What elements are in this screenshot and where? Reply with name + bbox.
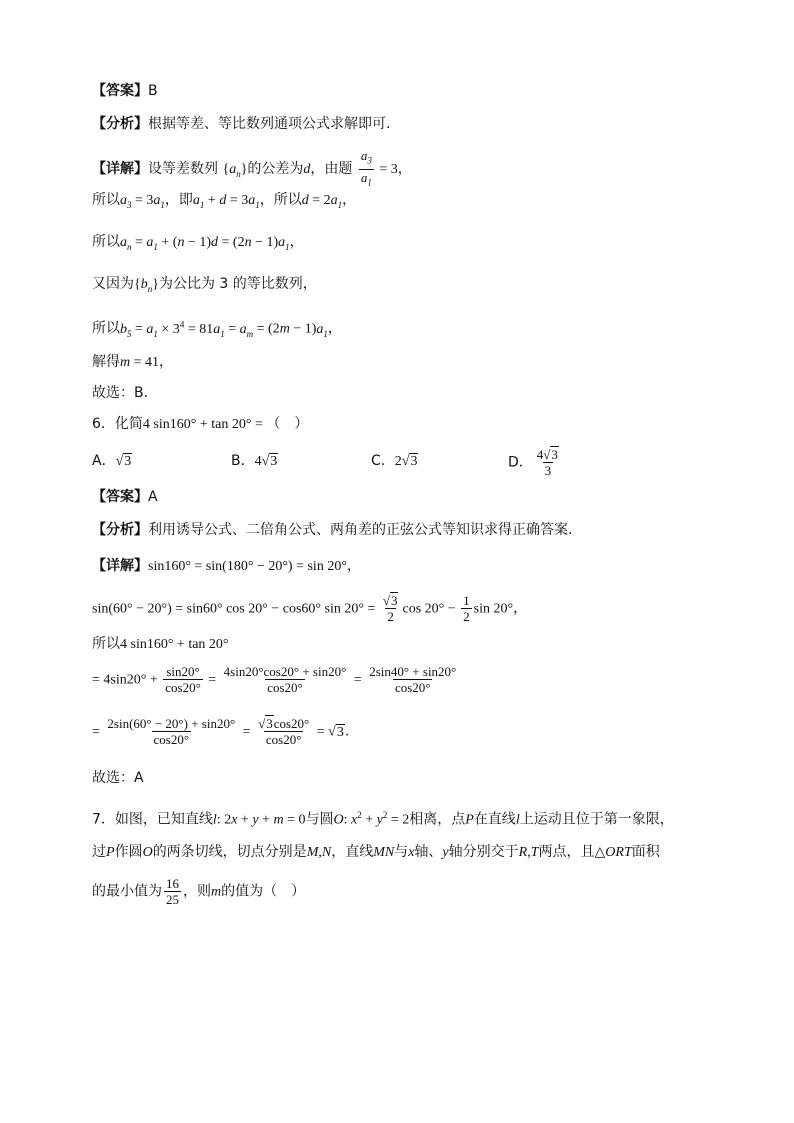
q5-conclusion: 故选：B．: [92, 385, 158, 401]
q6-option-c: C．2√3: [371, 453, 418, 469]
q5-answer: 【答案】B: [92, 83, 158, 99]
q6-option-b: B．4√3: [231, 453, 278, 469]
q6-answer: 【答案】A: [92, 489, 158, 505]
q7-stem-line-1: 7．如图，已知直线l: 2x + y + m = 0与圆O: $x^2 + y^2 = 2$相离，点P在直线l上运动且位于第一象限，: [92, 810, 674, 828]
q5-line-6: 又因为$\{b_n\}$为公比为 3 的等比数列，: [92, 276, 317, 294]
q6-line-3: 所以4 sin160° + tan 20°: [92, 636, 229, 652]
q5-detail: 【详解】设等差数列 $\{a_n\}$的公差为d，由题 $\frac{a_3}{a_1}$ = 3，: [92, 148, 412, 190]
q5-line-4: 所以$a_3 = 3a_1$，即$a_1 + d = 3a_1$，所以$d = 2a_1$，: [92, 192, 357, 210]
q6-option-a: A．√3: [92, 453, 132, 469]
q6-line-4: = 4sin20° + $\frac{\sin 20^\circ}{\cos 20^\circ}$ = $\frac{4\sin 20^\circ\cos 20^\circ + \sin 20^\circ}{\cos 20^\circ}$ = $\frac{2\sin 40^\circ + \sin 20^\circ}{\cos 20^\circ}$: [92, 664, 457, 695]
q6-line-5: = $\frac{2\sin(60^\circ - 20^\circ) + \sin 20^\circ}{\cos 20^\circ}$ = $\frac{√3\cos 20^\circ}{\cos 20^\circ}$ = √3.: [92, 716, 350, 747]
q6-detail: 【详解】sin160° = sin(180° − 20°) = sin 20°，: [92, 558, 361, 574]
q6-analysis: 【分析】利用诱导公式、二倍角公式、两角差的正弦公式等知识求得正确答案.: [92, 522, 573, 538]
q7-stem-line-2: 过P作圆O的两条切线，切点分别是M,N，直线MN与x轴、y轴分别交于R,T两点，且△ORT面积: [92, 844, 660, 860]
q5-line-7: 所以$b_5 = a_1 \times 3^4 = 81a_1 = a_m = (2m - 1)a_1$，: [92, 319, 342, 339]
q5-line-8: 解得m = 41，: [92, 354, 174, 370]
q6-conclusion: 故选：A: [92, 770, 144, 786]
q6-line-2: sin(60° − 20°) = sin60° cos 20° − cos60° sin 20° = $\frac{√3}{2}$ cos 20° − $\frac{1}{2}$ sin 20°，: [92, 593, 528, 624]
q6-option-d: D． $\frac{4√3}{3}$: [508, 447, 558, 478]
q5-line-5: 所以$a_n = a_1 + (n - 1)d = (2n - 1)a_1$，: [92, 234, 304, 252]
q7-stem-line-3: 的最小值为 $\frac{16}{25}$ ，则m的值为（ ）: [92, 876, 306, 907]
q5-analysis: 【分析】根据等差、等比数列通项公式求解即可.: [92, 116, 391, 132]
q6-stem: 6．化简4 sin160° + tan 20° = （ ）: [92, 416, 309, 432]
